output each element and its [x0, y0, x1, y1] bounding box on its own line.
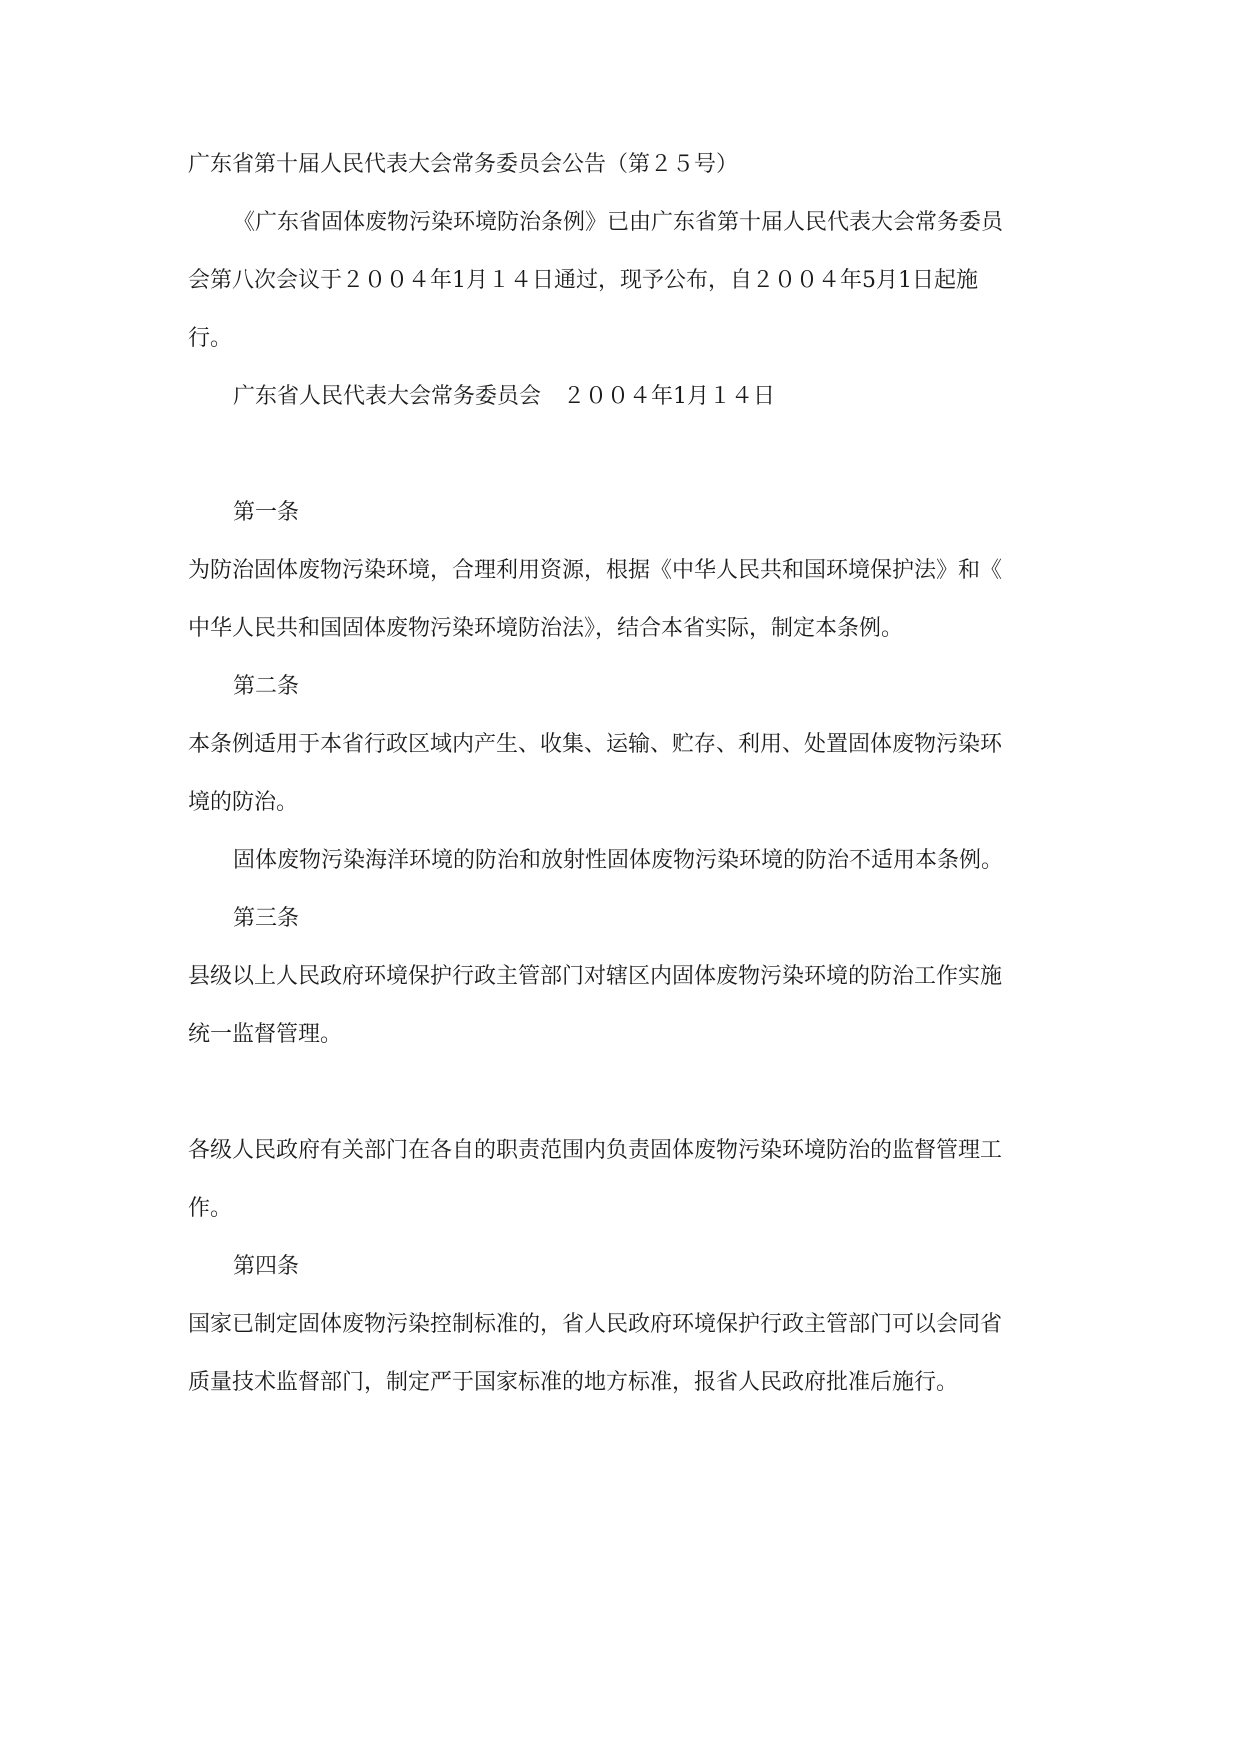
article-heading: 第三条: [233, 906, 300, 931]
article-text-line: 中华人民共和国固体废物污染环境防治法》，结合本省实际，制定本条例。: [188, 616, 904, 641]
article-text-line: 为防治固体废物污染环境，合理利用资源，根据《中华人民共和国环境保护法》和《: [188, 558, 1003, 583]
article-heading: 第二条: [233, 674, 300, 699]
article-text-line: 境的防治。: [188, 790, 299, 815]
announcement-line: 行。: [188, 326, 233, 351]
article-text-line: 作。: [188, 1196, 233, 1221]
article-text-line: 质量技术监督部门，制定严于国家标准的地方标准，报省人民政府批准后施行。: [188, 1370, 959, 1395]
article-text-line: 县级以上人民政府环境保护行政主管部门对辖区内固体废物污染环境的防治工作实施: [188, 964, 1003, 989]
announcement-line: 《广东省固体废物污染环境防治条例》已由广东省第十届人民代表大会常务委员: [233, 210, 1004, 235]
announcement-line: 会第八次会议于２００４年1月１４日通过，现予公布，自２００４年5月1日起施: [188, 268, 978, 293]
article-text-line: 国家已制定固体废物污染控制标准的，省人民政府环境保护行政主管部门可以会同省: [188, 1312, 1003, 1337]
document-title: 广东省第十届人民代表大会常务委员会公告（第２５号）: [188, 152, 739, 177]
signature-line: 广东省人民代表大会常务委员会 ２００４年1月１４日: [233, 384, 775, 409]
article-heading: 第四条: [233, 1254, 300, 1279]
article-heading: 第一条: [233, 500, 300, 525]
article-text-line: 固体废物污染海洋环境的防治和放射性固体废物污染环境的防治不适用本条例。: [233, 848, 1004, 873]
article-text-line: 各级人民政府有关部门在各自的职责范围内负责固体废物污染环境防治的监督管理工: [188, 1138, 1003, 1163]
article-text-line: 本条例适用于本省行政区域内产生、收集、运输、贮存、利用、处置固体废物污染环: [188, 732, 1003, 757]
article-text-line: 统一监督管理。: [188, 1022, 343, 1047]
